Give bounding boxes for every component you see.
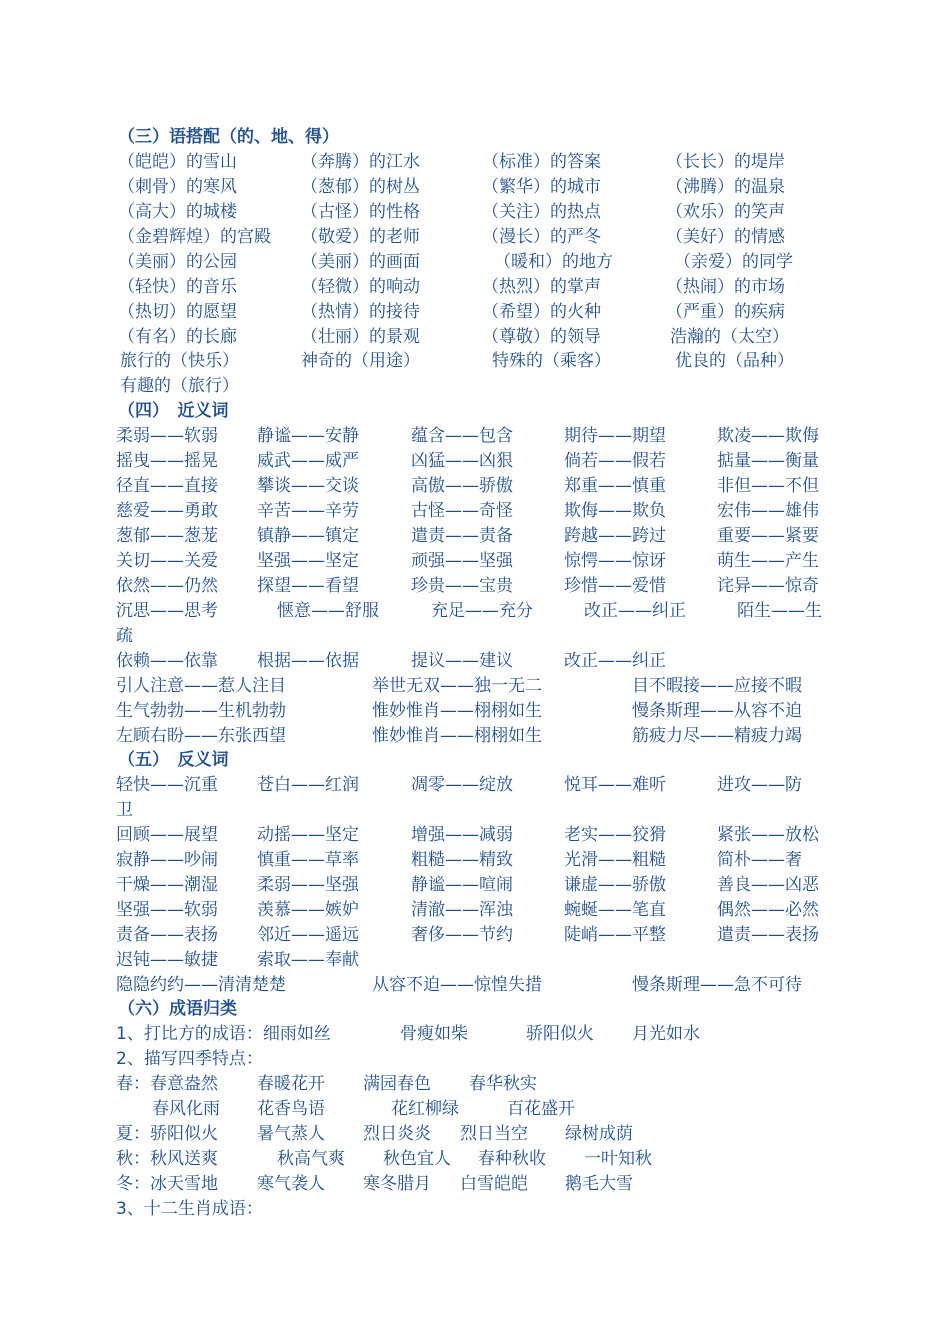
phrase-cell: 神奇的（用途） bbox=[301, 351, 420, 371]
idiom-item: 花红柳绿 bbox=[391, 1099, 459, 1119]
word-pair: 摇曳——摇晃 bbox=[116, 451, 218, 471]
phrase-cell: （轻快）的音乐 bbox=[118, 277, 237, 297]
word-pair: 粗糙——精致 bbox=[411, 850, 513, 870]
word-pair: 惬意——舒服 bbox=[277, 601, 379, 621]
word-pair: 陡峭——平整 bbox=[564, 925, 666, 945]
word-pair: 增强——减弱 bbox=[411, 825, 513, 845]
word-pair: 静谧——安静 bbox=[257, 426, 359, 446]
word-pair: 根据——依据 bbox=[257, 651, 359, 671]
idiom-item: 春风化雨 bbox=[152, 1099, 220, 1119]
idiom-item: 花香鸟语 bbox=[257, 1099, 325, 1119]
word-pair: 顽强——坚强 bbox=[411, 551, 513, 571]
idiom-pair: 引人注意——惹人注目 bbox=[116, 676, 286, 696]
idiom-item: 春种秋收 bbox=[478, 1149, 546, 1169]
word-pair: 老实——狡猾 bbox=[564, 825, 666, 845]
idiom-item: 月光如水 bbox=[632, 1024, 700, 1044]
word-pair: 充足——充分 bbox=[431, 601, 533, 621]
phrase-cell: （刺骨）的寒风 bbox=[118, 177, 237, 197]
phrase-cell: 浩瀚的（太空） bbox=[670, 327, 789, 347]
idiom-item: 绿树成荫 bbox=[565, 1124, 633, 1144]
word-pair: 进攻——防 bbox=[717, 775, 802, 795]
word-pair: 掂量——衡量 bbox=[717, 451, 819, 471]
word-pair: 邻近——遥远 bbox=[257, 925, 359, 945]
word-pair: 坚强——坚定 bbox=[257, 551, 359, 571]
phrase-cell: （壮丽）的景观 bbox=[301, 327, 420, 347]
word-pair: 蜿蜒——笔直 bbox=[564, 900, 666, 920]
word-pair: 高傲——骄傲 bbox=[411, 476, 513, 496]
idiom-item: 满园春色 bbox=[363, 1074, 431, 1094]
word-pair: 谦虚——骄傲 bbox=[564, 875, 666, 895]
idiom-pair: 隐隐约约——清清楚楚 bbox=[116, 975, 286, 995]
idiom-item: 白雪皑皑 bbox=[460, 1174, 528, 1194]
idiom-item: 烈日当空 bbox=[460, 1124, 528, 1144]
word-pair: 珍惜——爱惜 bbox=[564, 576, 666, 596]
phrase-cell: （美丽）的公园 bbox=[118, 252, 237, 272]
word-pair: 慈爱——勇敢 bbox=[116, 501, 218, 521]
phrase-cell: （敬爱）的老师 bbox=[301, 227, 420, 247]
idiom-item: 烈日炎炎 bbox=[363, 1124, 431, 1144]
word-pair: 攀谈——交谈 bbox=[257, 476, 359, 496]
phrase-cell: （轻微）的响动 bbox=[301, 277, 420, 297]
word-pair: 镇静——镇定 bbox=[257, 526, 359, 546]
word-pair: 依然——仍然 bbox=[116, 576, 218, 596]
idiom-item: 暑气蒸人 bbox=[257, 1124, 325, 1144]
section-heading-antonyms: （五） 反义词 bbox=[118, 750, 229, 770]
idiom-item: 春华秋实 bbox=[469, 1074, 537, 1094]
word-pair: 坚强——软弱 bbox=[116, 900, 218, 920]
word-pair: 凶猛——凶狠 bbox=[411, 451, 513, 471]
idiom-pair: 目不暇接——应接不暇 bbox=[632, 676, 802, 696]
word-pair: 珍贵——宝贵 bbox=[411, 576, 513, 596]
word-pair: 索取——奉献 bbox=[257, 950, 359, 970]
word-pair: 蕴含——包含 bbox=[411, 426, 513, 446]
idiom-item: 秋色宜人 bbox=[383, 1149, 451, 1169]
word-pair: 跨越——跨过 bbox=[564, 526, 666, 546]
word-pair: 寂静——吵闹 bbox=[116, 850, 218, 870]
word-pair: 惊愕——惊讶 bbox=[564, 551, 666, 571]
phrase-cell: （尊敬）的领导 bbox=[482, 327, 601, 347]
idiom-line: 3、十二生肖成语： bbox=[116, 1199, 263, 1219]
idiom-pair: 筋疲力尽——精疲力竭 bbox=[632, 726, 802, 746]
idiom-line: 2、描写四季特点： bbox=[116, 1049, 263, 1069]
phrase-cell: （古怪）的性格 bbox=[301, 202, 420, 222]
idiom-pair: 慢条斯理——从容不迫 bbox=[632, 701, 802, 721]
word-pair: 静谧——喧闹 bbox=[411, 875, 513, 895]
idiom-pair: 惟妙惟肖——栩栩如生 bbox=[372, 701, 542, 721]
word-pair: 柔弱——软弱 bbox=[116, 426, 218, 446]
word-pair: 非但——不但 bbox=[717, 476, 819, 496]
word-pair: 古怪——奇怪 bbox=[411, 501, 513, 521]
phrase-cell: （标准）的答案 bbox=[482, 152, 601, 172]
section-heading-synonyms: （四） 近义词 bbox=[118, 401, 229, 421]
word-pair: 葱郁——葱茏 bbox=[116, 526, 218, 546]
word-pair: 紧张——放松 bbox=[717, 825, 819, 845]
word-pair: 径直——直接 bbox=[116, 476, 218, 496]
idiom-pair: 慢条斯理——急不可待 bbox=[632, 975, 802, 995]
word-pair: 关切——关爱 bbox=[116, 551, 218, 571]
idiom-item: 骨瘦如柴 bbox=[400, 1024, 468, 1044]
phrase-cell: （热情）的接待 bbox=[301, 302, 420, 322]
idiom-line: 1、打比方的成语：细雨如丝 bbox=[116, 1024, 331, 1044]
idiom-pair: 举世无双——独一无二 bbox=[372, 676, 542, 696]
phrase-cell: 旅行的（快乐） bbox=[120, 351, 239, 371]
word-pair: 遣责——表扬 bbox=[717, 925, 819, 945]
idiom-line: 夏：骄阳似火 bbox=[116, 1124, 218, 1144]
phrase-cell: （热闹）的市场 bbox=[666, 277, 785, 297]
phrase-cell: 特殊的（乘客） bbox=[492, 351, 611, 371]
word-pair: 郑重——慎重 bbox=[564, 476, 666, 496]
word-pair: 萌生——产生 bbox=[717, 551, 819, 571]
phrase-cell: （有名）的长廊 bbox=[118, 327, 237, 347]
word-pair: 羡慕——嫉妒 bbox=[257, 900, 359, 920]
word-pair: 清澈——浑浊 bbox=[411, 900, 513, 920]
word-pair: 干燥——潮湿 bbox=[116, 875, 218, 895]
phrase-cell: 有趣的（旅行） bbox=[120, 376, 239, 396]
word-pair: 宏伟——雄伟 bbox=[717, 501, 819, 521]
phrase-cell: （暖和）的地方 bbox=[494, 252, 613, 272]
idiom-item: 一叶知秋 bbox=[584, 1149, 652, 1169]
idiom-pair: 生气勃勃——生机勃勃 bbox=[116, 701, 286, 721]
word-pair: 责备——表扬 bbox=[116, 925, 218, 945]
phrase-cell: （热烈）的掌声 bbox=[482, 277, 601, 297]
phrase-cell: （希望）的火种 bbox=[482, 302, 601, 322]
phrase-cell: （严重）的疾病 bbox=[666, 302, 785, 322]
phrase-cell: （漫长）的严冬 bbox=[482, 227, 601, 247]
word-pair: 回顾——展望 bbox=[116, 825, 218, 845]
phrase-cell: （美好）的情感 bbox=[666, 227, 785, 247]
phrase-cell: 优良的（品种） bbox=[675, 351, 794, 371]
section-heading-idiom-categories: （六）成语归类 bbox=[118, 999, 237, 1019]
word-pair: 沉思——思考 bbox=[116, 601, 218, 621]
word-pair: 诧异——惊奇 bbox=[717, 576, 819, 596]
word-pair: 辛苦——辛劳 bbox=[257, 501, 359, 521]
phrase-cell: （葱郁）的树丛 bbox=[301, 177, 420, 197]
word-pair: 善良——凶恶 bbox=[717, 875, 819, 895]
word-pair: 奢侈——节约 bbox=[411, 925, 513, 945]
word-pair: 欺侮——欺负 bbox=[564, 501, 666, 521]
section-heading-collocation: （三）语搭配（的、地、得） bbox=[118, 127, 339, 147]
idiom-item: 秋高气爽 bbox=[277, 1149, 345, 1169]
word-pair: 期待——期望 bbox=[564, 426, 666, 446]
word-pair: 倘若——假若 bbox=[564, 451, 666, 471]
word-pair: 动摇——坚定 bbox=[257, 825, 359, 845]
word-pair: 遣责——责备 bbox=[411, 526, 513, 546]
word-pair: 偶然——必然 bbox=[717, 900, 819, 920]
word-pair-wrap: 疏 bbox=[116, 626, 133, 646]
word-pair-wrap: 卫 bbox=[116, 800, 133, 820]
phrase-cell: （美丽）的画面 bbox=[301, 252, 420, 272]
word-pair: 依赖——依靠 bbox=[116, 651, 218, 671]
word-pair: 慎重——草率 bbox=[257, 850, 359, 870]
idiom-pair: 从容不迫——惊惶失措 bbox=[372, 975, 542, 995]
word-pair: 光滑——粗糙 bbox=[564, 850, 666, 870]
idiom-item: 寒冬腊月 bbox=[363, 1174, 431, 1194]
phrase-cell: （热切）的愿望 bbox=[118, 302, 237, 322]
idiom-item: 百花盛开 bbox=[507, 1099, 575, 1119]
idiom-line: 冬：冰天雪地 bbox=[116, 1174, 218, 1194]
phrase-cell: （金碧辉煌）的宫殿 bbox=[118, 227, 271, 247]
idiom-item: 鹅毛大雪 bbox=[565, 1174, 633, 1194]
word-pair: 改正——纠正 bbox=[564, 651, 666, 671]
phrase-cell: （长长）的堤岸 bbox=[666, 152, 785, 172]
word-pair: 迟钝——敏捷 bbox=[116, 950, 218, 970]
idiom-item: 寒气袭人 bbox=[257, 1174, 325, 1194]
phrase-cell: （沸腾）的温泉 bbox=[666, 177, 785, 197]
idiom-line: 秋：秋风送爽 bbox=[116, 1149, 218, 1169]
phrase-cell: （奔腾）的江水 bbox=[301, 152, 420, 172]
idiom-pair: 左顾右盼——东张西望 bbox=[116, 726, 286, 746]
word-pair: 欺凌——欺侮 bbox=[717, 426, 819, 446]
phrase-cell: （皑皑）的雪山 bbox=[118, 152, 237, 172]
idiom-line: 春：春意盎然 bbox=[116, 1074, 218, 1094]
word-pair: 悦耳——难听 bbox=[564, 775, 666, 795]
phrase-cell: （亲爱）的同学 bbox=[674, 252, 793, 272]
idiom-pair: 惟妙惟肖——栩栩如生 bbox=[372, 726, 542, 746]
word-pair: 陌生——生 bbox=[737, 601, 822, 621]
word-pair: 柔弱——坚强 bbox=[257, 875, 359, 895]
word-pair: 重要——紧要 bbox=[717, 526, 819, 546]
word-pair: 提议——建议 bbox=[411, 651, 513, 671]
idiom-item: 骄阳似火 bbox=[526, 1024, 594, 1044]
word-pair: 威武——威严 bbox=[257, 451, 359, 471]
word-pair: 简朴——奢 bbox=[717, 850, 802, 870]
word-pair: 探望——看望 bbox=[257, 576, 359, 596]
word-pair: 轻快——沉重 bbox=[116, 775, 218, 795]
phrase-cell: （繁华）的城市 bbox=[482, 177, 601, 197]
phrase-cell: （高大）的城楼 bbox=[118, 202, 237, 222]
word-pair: 改正——纠正 bbox=[584, 601, 686, 621]
phrase-cell: （关注）的热点 bbox=[482, 202, 601, 222]
phrase-cell: （欢乐）的笑声 bbox=[666, 202, 785, 222]
word-pair: 凋零——绽放 bbox=[411, 775, 513, 795]
idiom-item: 春暖花开 bbox=[257, 1074, 325, 1094]
word-pair: 苍白——红润 bbox=[257, 775, 359, 795]
